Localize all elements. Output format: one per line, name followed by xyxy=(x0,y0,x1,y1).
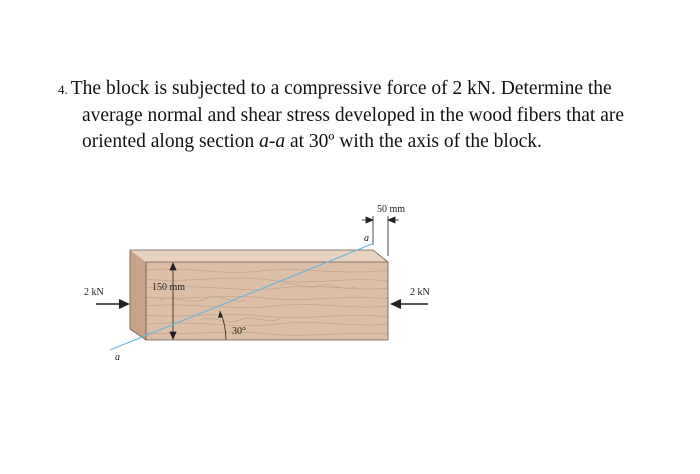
left-force-arrow xyxy=(96,299,130,309)
section-name: a-a xyxy=(259,131,286,152)
section-label-bottom: a xyxy=(115,352,120,363)
block-end-face xyxy=(130,250,146,340)
section-label-top: a xyxy=(364,233,369,244)
problem-number: 4. xyxy=(58,82,68,97)
problem-line-1: 4. The block is subjected to a compressive force of 2 kN. Determine the xyxy=(58,78,612,99)
problem-line-2: average normal and shear stress developed in the wood fibers that are xyxy=(82,105,625,126)
height-dim-label: 150 mm xyxy=(152,282,186,293)
depth-dim-label: 50 mm xyxy=(377,204,406,215)
angle-label: 30° xyxy=(232,326,246,337)
block-top-face xyxy=(130,250,388,262)
problem-line-3: oriented along section a-a at 30º with the axis of the block. xyxy=(82,131,542,152)
right-force-arrow xyxy=(390,299,428,309)
block-front-face xyxy=(146,262,388,340)
left-force-label: 2 kN xyxy=(84,287,104,298)
right-force-label: 2 kN xyxy=(410,287,430,298)
